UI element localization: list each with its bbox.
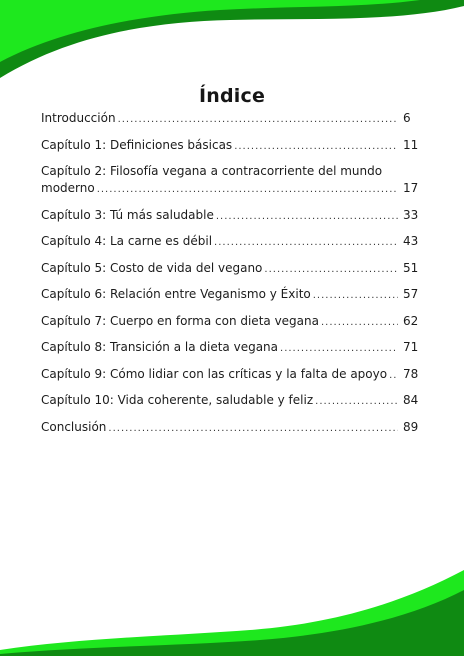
toc-leader-dots bbox=[264, 264, 398, 276]
toc-leader-dots bbox=[313, 290, 398, 302]
toc-leader-dots bbox=[280, 343, 398, 355]
toc-leader-dots bbox=[389, 370, 398, 382]
toc-entry-introduction[interactable] bbox=[41, 110, 421, 127]
toc-leader-dots bbox=[214, 237, 398, 249]
page-title: Índice bbox=[198, 84, 266, 107]
toc-entry-chapter-1[interactable] bbox=[41, 137, 421, 154]
toc-label: Capítulo 5: Costo de vida del vegano bbox=[41, 260, 263, 275]
toc-page-number: 62 bbox=[403, 313, 419, 328]
toc-entry-chapter-2[interactable] bbox=[41, 163, 421, 197]
toc-label: Capítulo 7: Cuerpo en forma con dieta vegana bbox=[41, 313, 319, 328]
toc-entry-chapter-10[interactable] bbox=[41, 392, 421, 409]
toc-entry-chapter-5[interactable] bbox=[41, 260, 421, 277]
top-green-wave bbox=[0, 0, 464, 90]
toc-label-line-2: moderno bbox=[41, 181, 95, 195]
toc-page-number: 17 bbox=[403, 181, 419, 195]
toc-page-number: 57 bbox=[403, 287, 419, 301]
toc-page-number: 71 bbox=[403, 340, 419, 354]
toc-entry-chapter-4[interactable] bbox=[41, 233, 421, 250]
toc-entry-chapter-8[interactable] bbox=[41, 339, 421, 356]
toc-label: Capítulo 6: Relación entre Veganismo y Éxito bbox=[41, 287, 311, 301]
toc-label-line-1: Capítulo 2: Filosofía vegana a contracorriente del mundo bbox=[41, 164, 383, 178]
toc-page-number: 43 bbox=[403, 234, 419, 248]
toc-label: Introducción bbox=[41, 111, 116, 125]
toc-label: Capítulo 3: Tú más saludable bbox=[41, 207, 214, 222]
toc-leader-dots bbox=[234, 141, 398, 153]
toc-label: Capítulo 10: Vida coherente, saludable y feliz bbox=[41, 393, 314, 407]
table-of-contents bbox=[41, 110, 421, 445]
toc-leader-dots bbox=[321, 317, 398, 329]
toc-entry-chapter-6[interactable] bbox=[41, 286, 421, 303]
toc-entry-chapter-9[interactable] bbox=[41, 366, 421, 383]
toc-label: Conclusión bbox=[41, 419, 107, 434]
toc-label: Capítulo 8: Transición a la dieta vegana bbox=[41, 340, 279, 354]
toc-leader-dots bbox=[97, 184, 398, 196]
toc-page-number: 33 bbox=[403, 207, 419, 222]
toc-leader-dots bbox=[216, 211, 398, 223]
toc-leader-dots bbox=[315, 396, 398, 408]
toc-page-number: 6 bbox=[403, 111, 411, 125]
toc-entry-chapter-7[interactable] bbox=[41, 313, 421, 330]
toc-page-number: 51 bbox=[403, 260, 419, 275]
toc-page-number: 78 bbox=[403, 366, 419, 381]
toc-page-number: 84 bbox=[403, 393, 419, 407]
toc-entry-conclusion[interactable] bbox=[41, 419, 421, 436]
bottom-green-wave bbox=[0, 566, 464, 656]
toc-entry-chapter-3[interactable] bbox=[41, 207, 421, 224]
toc-label: Capítulo 4: La carne es débil bbox=[41, 234, 213, 248]
toc-page-number: 89 bbox=[403, 419, 419, 434]
toc-leader-dots bbox=[108, 423, 398, 435]
toc-leader-dots bbox=[118, 114, 398, 126]
toc-page-number: 11 bbox=[403, 137, 419, 152]
toc-label: Capítulo 9: Cómo lidiar con las críticas y la falta de apoyo bbox=[41, 366, 388, 381]
toc-label: Capítulo 1: Definiciones básicas bbox=[41, 137, 233, 152]
